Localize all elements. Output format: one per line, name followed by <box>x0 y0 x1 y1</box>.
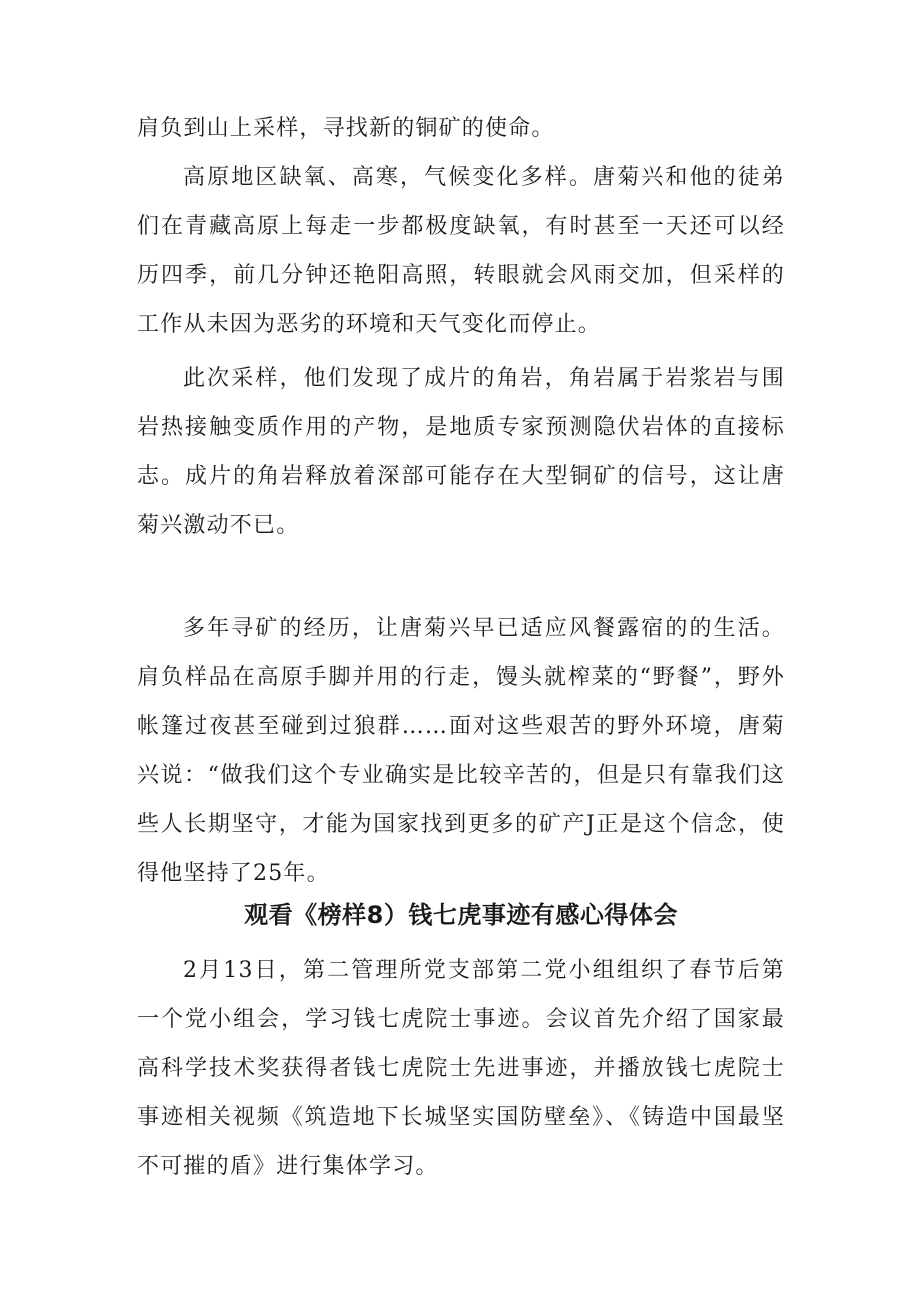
paragraph-plateau-conditions: 高原地区缺氧、高寒，气候变化多样。唐菊兴和他的徒弟们在青藏高原上每走一步都极度缺氧，有时甚至一天还可以经历四季，前几分钟还艳阳高照，转眼就会风雨交加，但采样的工作从未因为恶劣的环境和天气变化而停止。 <box>137 165 785 337</box>
paragraph-field-experience: 多年寻矿的经历，让唐菊兴早已适应风餐露宿的的生活。肩负样品在高原手脚并用的行走，馒头就榨菜的“野餐”，野外帐篷过夜甚至碰到过狼群……面对这些艰苦的野外环境，唐菊兴说：“做我们这个专业确实是比较辛苦的，但是只有靠我们这些人长期坚守，才能为国家找到更多的矿产J正是这个信念，使得他坚持了25年。 <box>137 616 785 886</box>
section-title: 观看《榜样8）钱七虎事迹有感心得体会 <box>244 901 678 929</box>
paragraph-party-meeting: 2月13日，第二管理所党支部第二党小组组织了春节后第一个党小组会，学习钱七虎院士事迹。会议首先介绍了国家最高科学技术奖获得者钱七虎院士先进事迹，并播放钱七虎院士事迹相关视频《筑造地下长城坚实国防壁垒》、《铸造中国最坚不可摧的盾》进行集体学习。 <box>137 958 785 1179</box>
paragraph-hornfels-discovery: 此次采样，他们发现了成片的角岩，角岩属于岩浆岩与围岩热接触变质作用的产物，是地质专家预测隐伏岩体的直接标志。成片的角岩释放着深部可能存在大型铜矿的信号，这让唐菊兴激动不已。 <box>137 366 785 538</box>
paragraph-continuation: 肩负到山上采样，寻找新的铜矿的使命。 <box>137 116 555 141</box>
